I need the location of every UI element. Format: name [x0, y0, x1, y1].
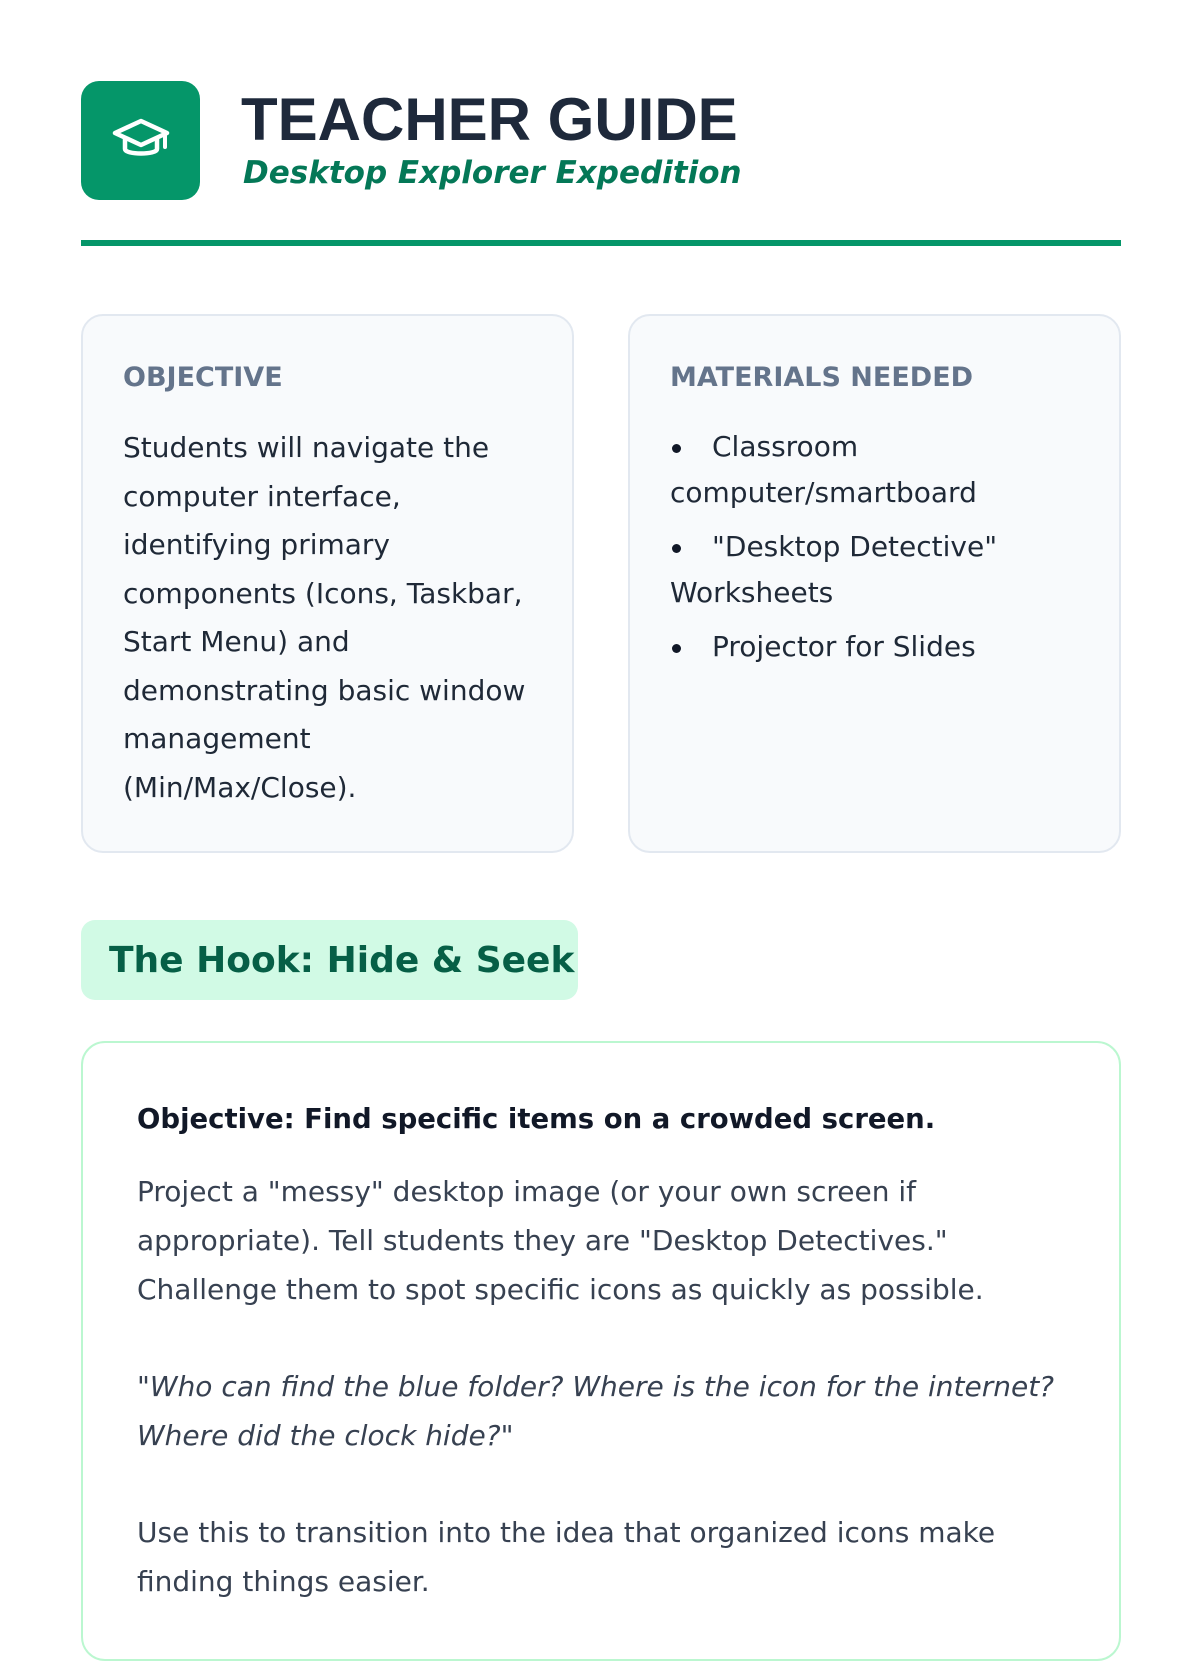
logo-badge	[81, 81, 200, 200]
hook-card	[81, 1041, 1121, 1661]
page-subtitle: Desktop Explorer Expedition	[243, 155, 742, 191]
header-divider	[81, 240, 1121, 246]
objective-card	[81, 314, 574, 853]
objective-label: OBJECTIVE	[123, 362, 283, 393]
objective-text: Students will navigate the computer interface, identifying primary components (Icons, Taskbar, Start Menu) and demonstrating basic window management (Min/Max/Close).	[123, 431, 526, 804]
section-heading: The Hook: Hide & Seek	[109, 939, 575, 981]
hook-instructions: Project a "messy" desktop image (or your own screen if appropriate). Tell students they are "Desktop Detectives." Challenge them to spot specific icons as quickly as possible.	[137, 1175, 984, 1306]
list-item: "Desktop Detective" Worksheets	[670, 524, 1079, 616]
hook-quote: "Who can find the blue folder? Where is the icon for the internet? Where did the clock hide?"	[137, 1370, 1055, 1452]
list-item: Classroom computer/smartboard	[670, 424, 1079, 516]
page-title: TEACHER GUIDE	[241, 86, 738, 153]
list-item: Projector for Slides	[670, 624, 1079, 670]
materials-list	[670, 424, 1079, 670]
materials-card	[628, 314, 1121, 853]
hook-objective: Objective: Find specific items on a crowded screen.	[137, 1103, 936, 1135]
hook-transition-note: Use this to transition into the idea that organized icons make finding things easier.	[137, 1516, 996, 1598]
section-heading-pill	[81, 920, 578, 1000]
graduation-cap-icon	[109, 109, 173, 173]
materials-label: MATERIALS NEEDED	[670, 362, 974, 393]
page-header	[81, 81, 1121, 247]
